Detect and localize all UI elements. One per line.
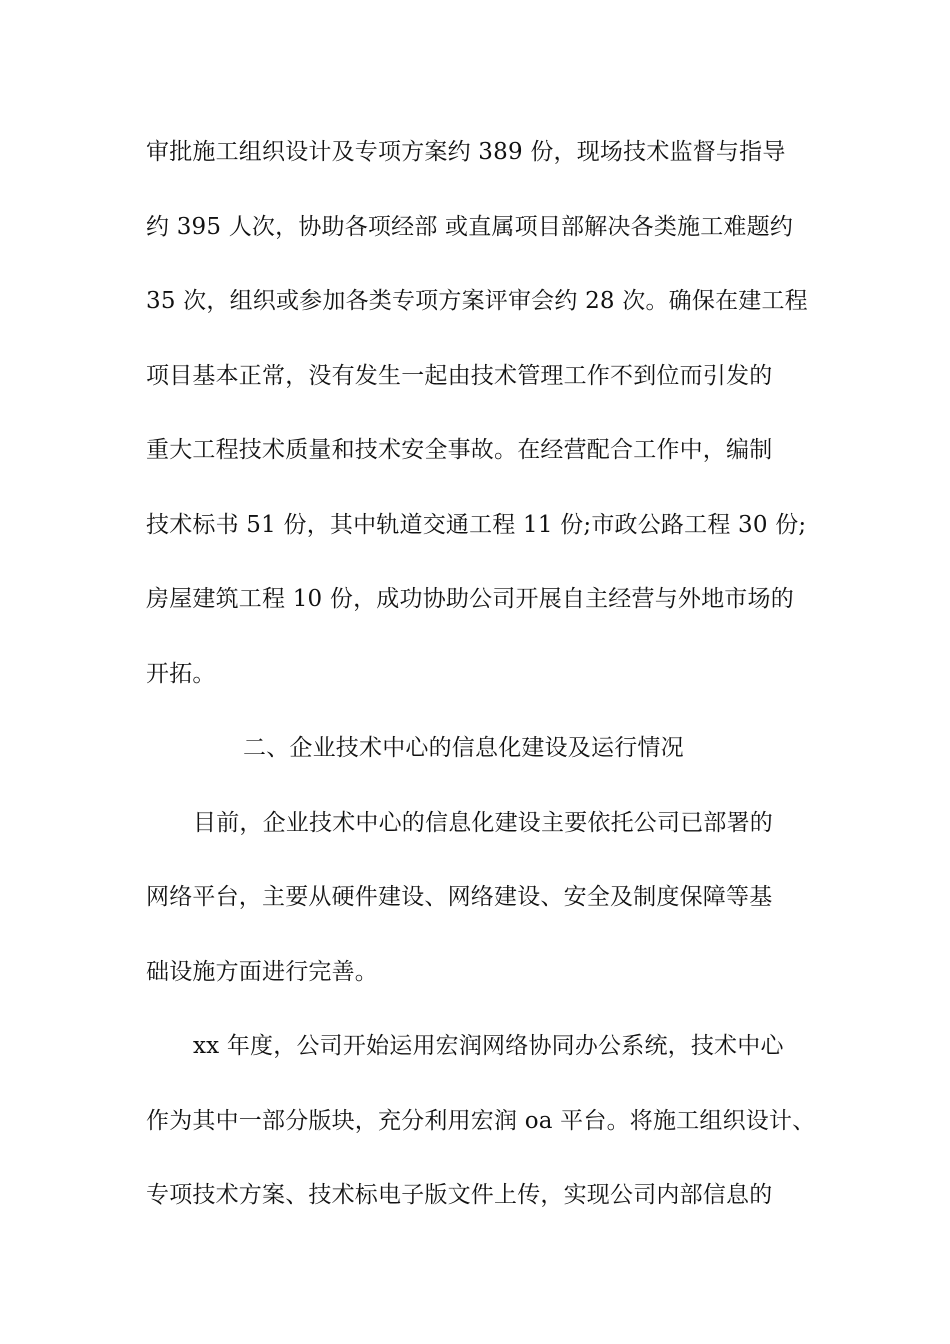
paragraph-3-line-3: 专项技术方案、技术标电子版文件上传，实现公司内部信息的 <box>146 1182 773 1208</box>
paragraph-1-line-2: 约 395 人次，协助各项经部 或直属项目部解决各类施工难题约 <box>146 214 794 240</box>
section-heading: 二、企业技术中心的信息化建设及运行情况 <box>243 735 684 761</box>
paragraph-1-line-8: 开拓。 <box>146 661 216 687</box>
paragraph-1-line-1: 审批施工组织设计及专项方案约 389 份，现场技术监督与指导 <box>146 139 786 165</box>
paragraph-3-line-2: 作为其中一部分版块，充分利用宏润 oa 平台。将施工组织设计、 <box>146 1108 816 1134</box>
paragraph-1-line-4: 项目基本正常，没有发生一起由技术管理工作不到位而引发的 <box>146 363 773 389</box>
paragraph-1-line-5: 重大工程技术质量和技术安全事故。在经营配合工作中，编制 <box>146 437 773 463</box>
paragraph-1-line-7: 房屋建筑工程 10 份，成功协助公司开展自主经营与外地市场的 <box>146 586 794 612</box>
paragraph-1-line-3: 35 次，组织或参加各类专项方案评审会约 28 次。确保在建工程 <box>146 288 808 314</box>
paragraph-1-line-6: 技术标书 51 份，其中轨道交通工程 11 份;市政公路工程 30 份; <box>146 512 807 538</box>
paragraph-3-line-1: xx 年度，公司开始运用宏润网络协同办公系统，技术中心 <box>193 1033 784 1059</box>
paragraph-2-line-3: 础设施方面进行完善。 <box>146 959 378 985</box>
paragraph-2-line-2: 网络平台，主要从硬件建设、网络建设、安全及制度保障等基 <box>146 884 773 910</box>
paragraph-2-line-1: 目前，企业技术中心的信息化建设主要依托公司已部署的 <box>193 810 773 836</box>
